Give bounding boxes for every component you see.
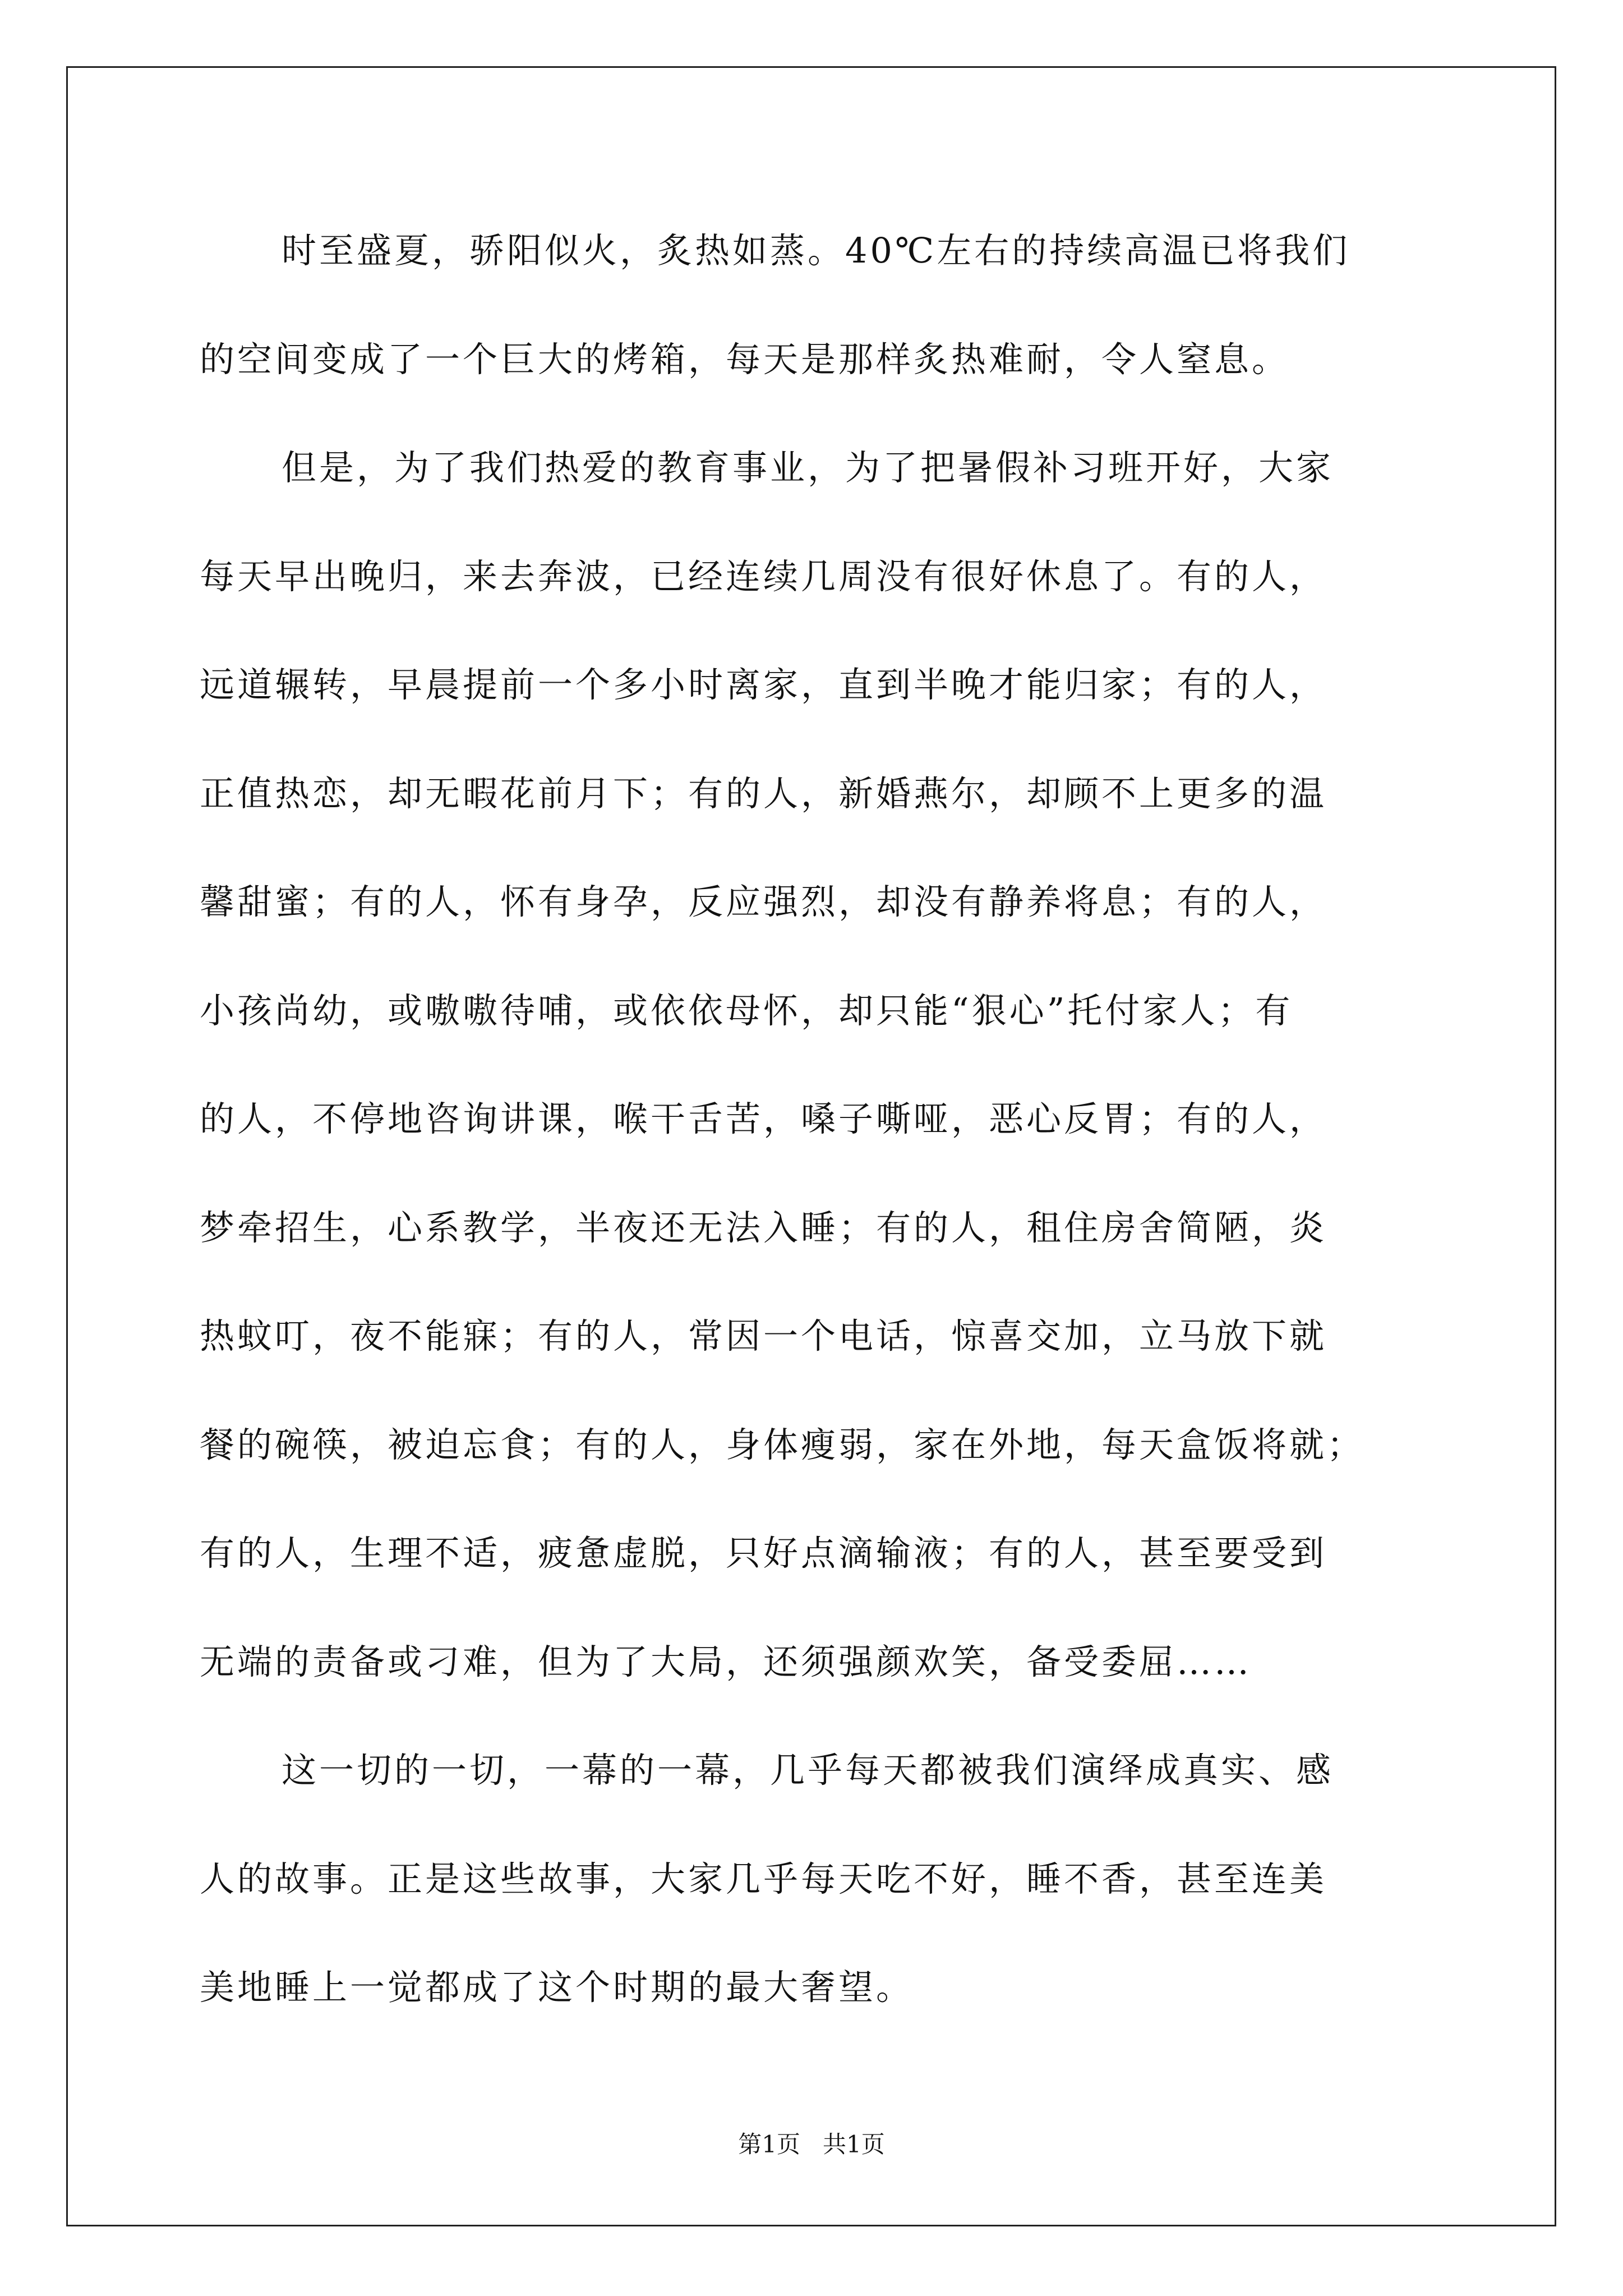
paragraph-2-line-2: 每天早出晚归，来去奔波，已经连续几周没有很好休息了。有的人，	[200, 556, 1327, 597]
paragraph-2-line-6: 小孩尚幼，或嗷嗷待哺，或依依母怀，却只能“狠心”托付家人；有	[200, 990, 1293, 1031]
paragraph-2-line-8: 梦牵招生，心系教学，半夜还无法入睡；有的人，租住房舍简陋，炎	[200, 1207, 1327, 1248]
paragraph-2-line-1: 但是，为了我们热爱的教育事业，为了把暑假补习班开好，大家	[282, 447, 1334, 488]
paragraph-3-line-2: 人的故事。正是这些故事，大家几乎每天吃不好，睡不香，甚至连美	[200, 1858, 1327, 1899]
paragraph-2-line-5: 馨甜蜜；有的人，怀有身孕，反应强烈，却没有静养将息；有的人，	[200, 881, 1327, 922]
paragraph-1-line-1: 时至盛夏，骄阳似火，炙热如蒸。40℃左右的持续高温已将我们	[282, 230, 1350, 271]
paragraph-2-line-3: 远道辗转，早晨提前一个多小时离家，直到半晚才能归家；有的人，	[200, 664, 1327, 705]
paragraph-3-line-3: 美地睡上一觉都成了这个时期的最大奢望。	[200, 1967, 914, 2008]
paragraph-1-line-2: 的空间变成了一个巨大的烤箱，每天是那样炙热难耐，令人窒息。	[200, 339, 1290, 380]
paragraph-2-line-7: 的人，不停地咨询讲课，喉干舌苦，嗓子嘶哑，恶心反胃；有的人，	[200, 1098, 1327, 1139]
paragraph-3-line-1: 这一切的一切，一幕的一幕，几乎每天都被我们演绎成真实、感	[282, 1750, 1334, 1791]
paragraph-2-line-10: 餐的碗筷，被迫忘食；有的人，身体瘦弱，家在外地，每天盒饭将就；	[200, 1424, 1365, 1465]
page-number-footer: 第1页 共1页	[738, 2131, 885, 2158]
paragraph-2-line-12: 无端的责备或刁难，但为了大局，还须强颜欢笑，备受委屈……	[200, 1641, 1252, 1682]
paragraph-2-line-11: 有的人，生理不适，疲惫虚脱，只好点滴输液；有的人，甚至要受到	[200, 1533, 1327, 1573]
paragraph-2-line-4: 正值热恋，却无暇花前月下；有的人，新婚燕尔，却顾不上更多的温	[200, 773, 1327, 814]
paragraph-2-line-9: 热蚊叮，夜不能寐；有的人，常因一个电话，惊喜交加，立马放下就	[200, 1315, 1327, 1356]
page-border	[66, 66, 1556, 2226]
